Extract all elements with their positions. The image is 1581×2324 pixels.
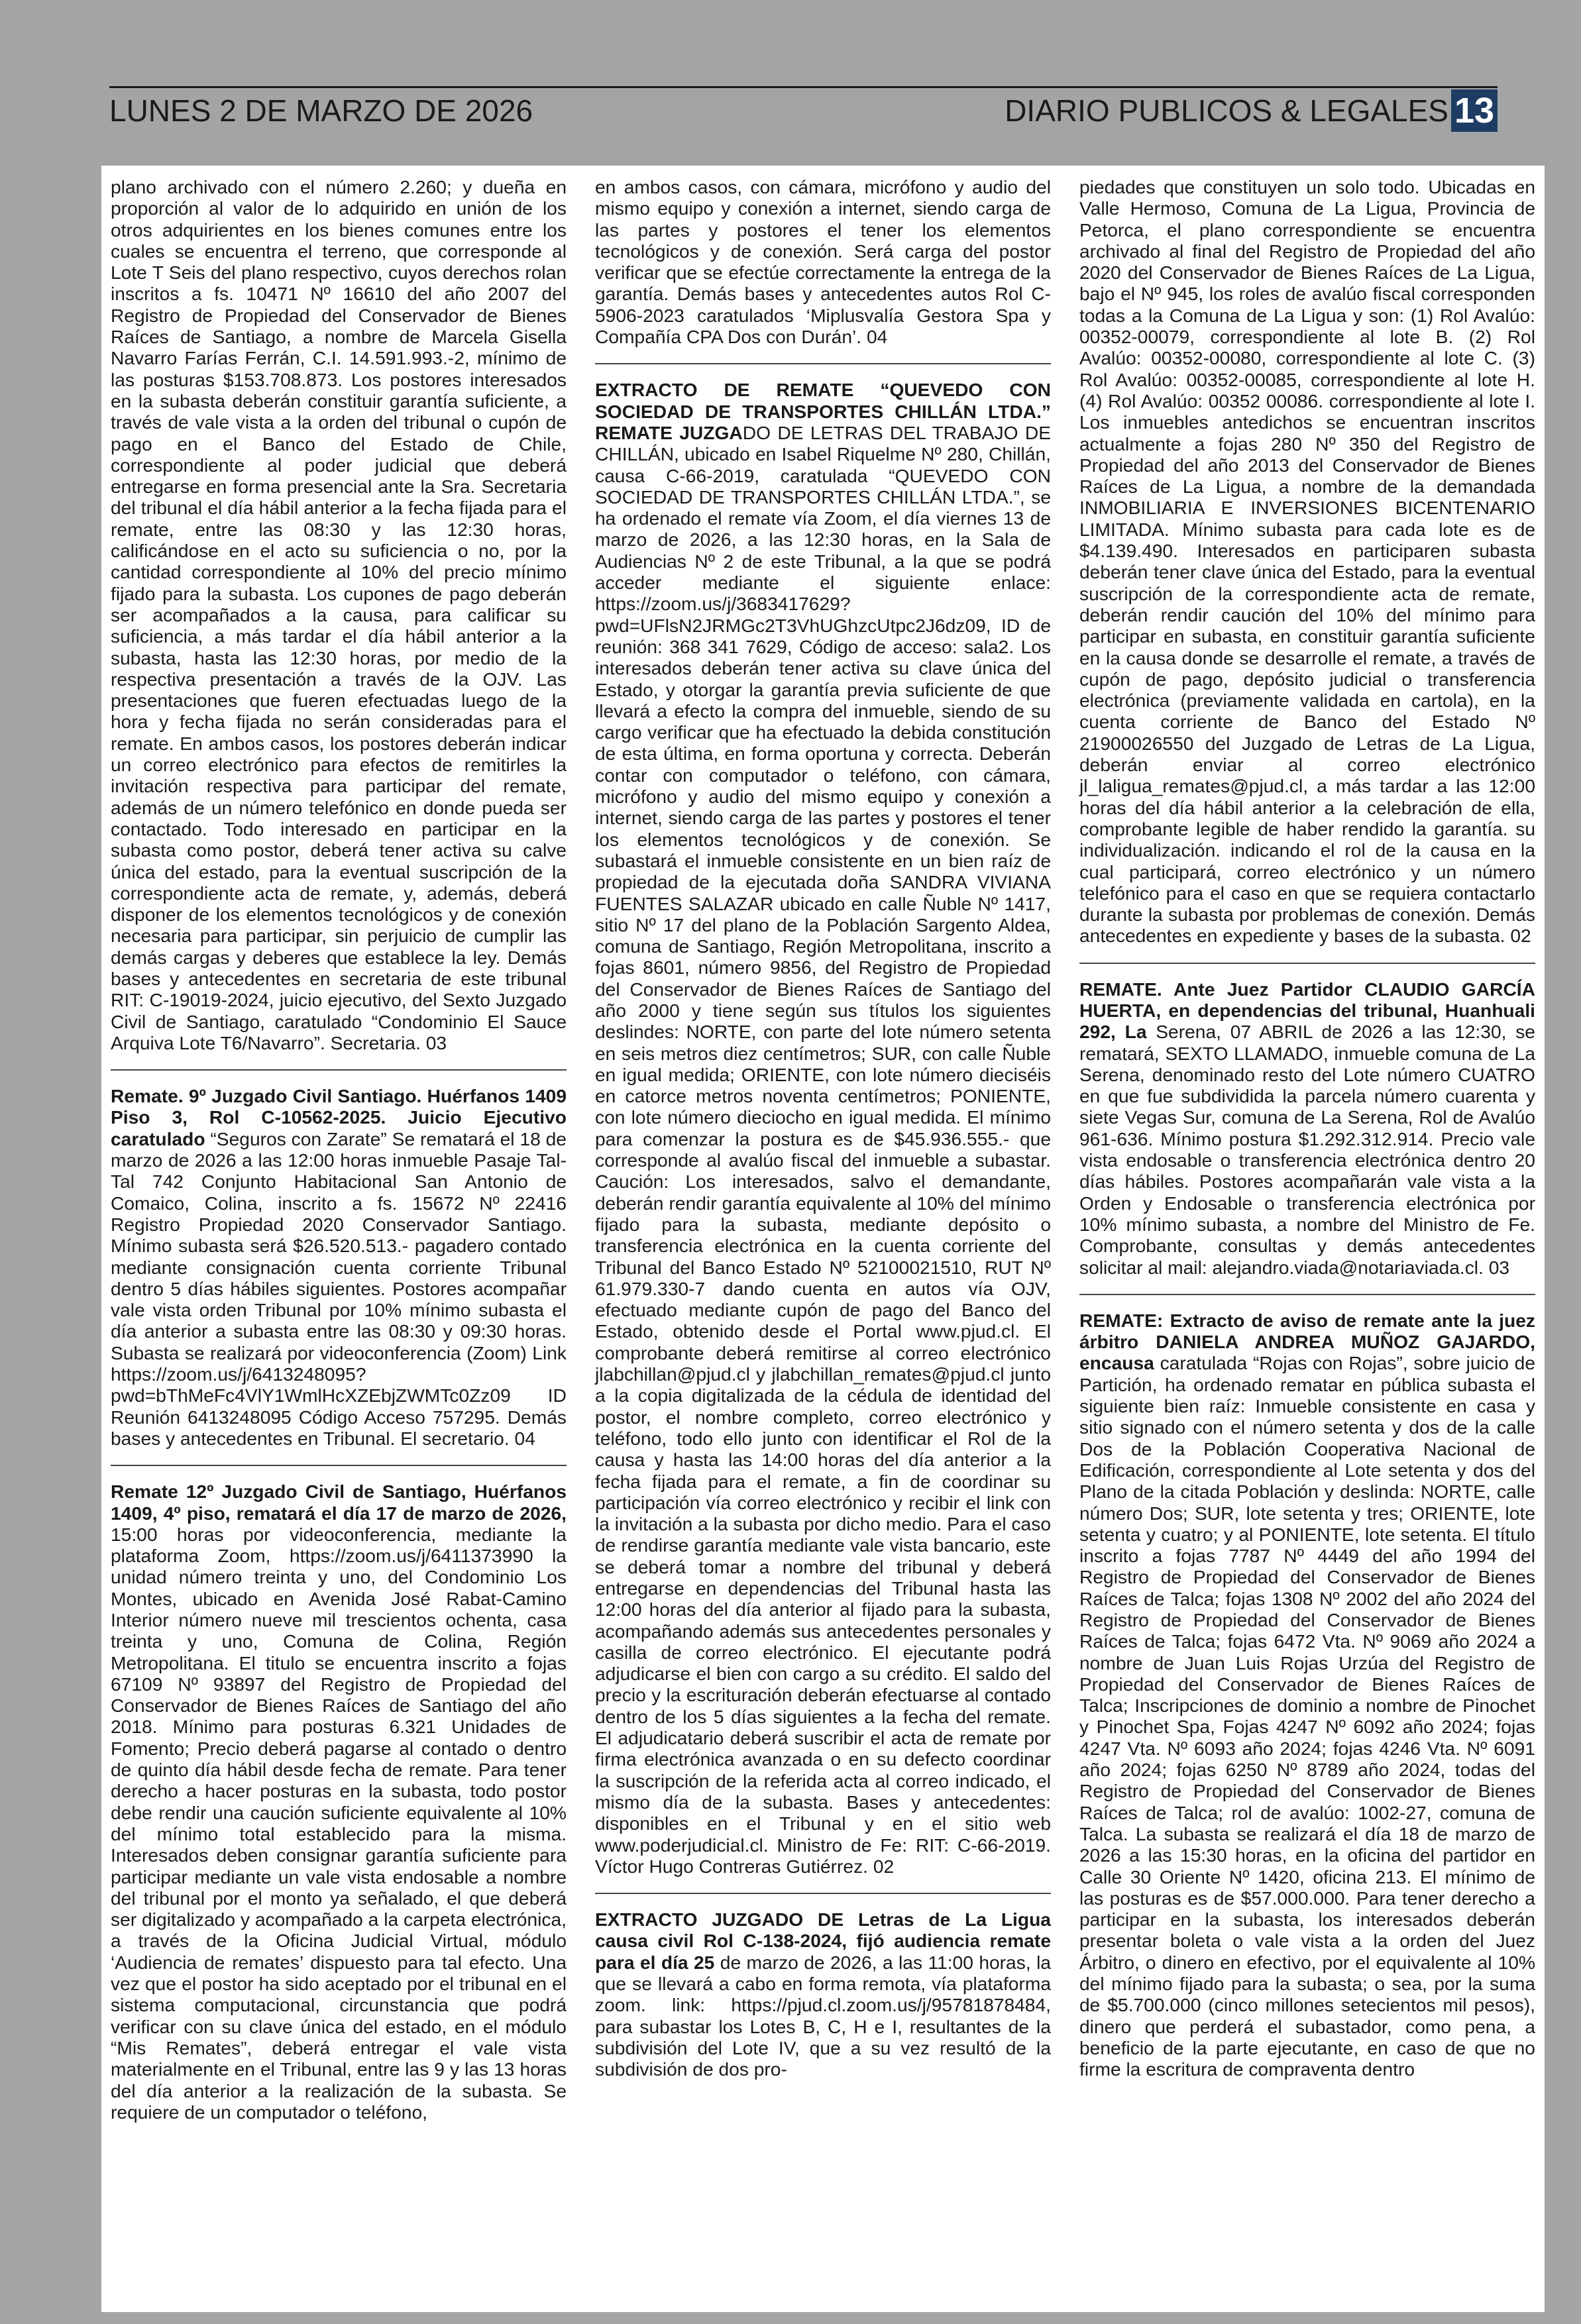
notice-text: DO DE LETRAS DEL TRABAJO DE CHILLÁN, ubicado en Isabel Riquelme Nº 280, Chillán, causa C-66-2019, caratulada “QUEVEDO CON SOCIEDAD DE TRANSPORTES CHILLÁN LTDA.”, se ha ordenado el remate vía Zoom, el día viernes 13 de marzo de 2026, a las 12:30 horas, en la Sala de Audiencias Nº 2 de este Tribunal, a la que se podrá acceder mediante el siguiente enlace: https://zoom.us/j/3683417629?pwd=UFlsN2JRMGc2T3VhUGhzcUtpc2J6dz09, ID de reunión: 368 341 7629, Código de acceso: sala2. Los interesados deberán tener activa su clave única del Estado, y otorgar la garantía previa suficiente de que llevará a efecto la compra del inmueble, siendo de su cargo verificar que ha efectuado la debida constitución de esta última, en forma oportuna y correcta. Deberán contar con computador o teléfono, con cámara, micrófono y audio del mismo equipo y conexión a internet, siendo carga de las partes y postores el tener los elementos tecnológicos y de conexión. Se subastará el inmueble consistente en un bien raíz de propiedad de la ejecutada doña SANDRA VIVIANA FUENTES SALAZAR ubicado en calle Ñuble Nº 1417, sitio Nº 17 del plano de la Población Sargento Aldea, comuna de Santiago, Región Metropolitana, inscrito a fojas 8601, número 9856, del Registro de Propiedad del Conservador de Bienes Raíces de Santiago del año 2000 y tiene según sus títulos los siguientes deslindes: NORTE, con parte del lote número setenta en seis metros diez centímetros; SUR, con calle Ñuble en igual medida; ORIENTE, con lote número dieciséis en catorce metros noventa centímetros; PONIENTE, con lote número dieciocho en igual medida. El mínimo para comenzar la postura es de $45.936.555.- que corresponde al avalúo fiscal del inmueble a subastar. Caución: Los interesados, salvo el demandante, deberán rendir garantía equivalente al 10% del mínimo fijado para la subasta, mediante depósito o transferencia electrónica en la cuenta corriente del Tribunal del Banco Estado Nº 52100021510, RUT Nº 61.979.330-7 dando cuenta en autos vía OJV, efectuado mediante cupón de pago del Banco del Estado, obtenido desde el Portal www.pjud.cl. El comprobante deberá remitirse al correo electrónico jlabchillan@pjud.cl y jlabchillan_remates@pjud.cl junto a la copia digitalizada de la cédula de identidad del postor, el nombre completo, correo electrónico y teléfono, todo ello junto con identificar el Rol de la causa y hasta las 14:00 horas del día anterior a la fecha fijada para el remate, a fin de coordinar su participación vía correo electrónico y recibir el link con la invitación a la subasta por dicho medio. Para el caso de rendirse garantía mediante vale vista bancario, este se deberá tomar a nombre del tribunal y deberá entregarse en dependencias del Tribunal hasta las 12:00 horas del día anterior al fijado para la subasta, acompañando además sus antecedentes personales y casilla de correo electrónico. El ejecutante podrá adjudicarse el bien con cargo a su crédito. El saldo del precio y la escrituración deberán efectuarse al contado dentro de los 5 días siguientes a la fecha del remate. El adjudicatario deberá suscribir el acta de remate por firma electrónica avanzada o en su defecto coordinar la suscripción de la referida acta al correo indicado, el mismo día de la subasta. Bases y antecedentes: disponibles en el Tribunal y en el sitio web www.poderjudicial.cl. Ministro de Fe: RIT: C-66-2019. Víctor Hugo Contreras Gutiérrez. 02: [595, 421, 1051, 1877]
notice-heading: REMATE: Extracto de aviso de remate ante la juez árbitro DANIELA ANDREA MUÑOZ GAJARDO, encausa: [1079, 1309, 1535, 1374]
notice-heading: Remate. 9º Juzgado Civil Santiago. Huérfanos 1409 Piso 3, Rol C-10562-2025. Juicio Ejecutivo caratulado: [111, 1085, 567, 1149]
notice-text: plano archivado con el número 2.260; y dueña en proporción al valor de lo adquirido en unión de los otros adquirientes en los bienes comunes entre los cuales se encuentra el terreno, que corresponde al Lote T Seis del plano respectivo, cuyos derechos rolan inscritos a fs. 10471 Nº 16610 del año 2007 del Registro de Propiedad del Conservador de Bienes Raíces de Santiago, a nombre de Marcela Gisella Navarro Farías Ferrán, C.I. 14.591.993.-2, mínimo de las posturas $153.708.873. Los postores interesados en la subasta deberán constituir garantía suficiente, a través de vale vista a la orden del tribunal o cupón de pago en el Banco del Estado de Chile, correspondiente al poder judicial que deberá entregarse en forma presencial ante la Sra. Secretaria del tribunal el día hábil anterior a la fecha fijada para el remate, entre las 08:30 y las 12:30 horas, calificándose en el acto su suficiencia o no, por la cantidad correspondiente al 10% del precio mínimo fijado para la subasta. Los cupones de pago deberán ser acompañados a la causa, para calificar su suficiencia, a más tardar el día hábil anterior a la subasta, hasta las 12:30 horas, por medio de la respectiva presentación a través de la OJV. Las presentaciones que fueren efectuadas luego de la hora y fecha fijada no serán consideradas para el remate. En ambos casos, los postores deberán indicar un correo electrónico para efectos de remitirles la invitación respectiva para participar del remate, además de un número telefónico en donde pueda ser contactado. Todo interesado en participar en la subasta como postor, deberá tener activa su calve única del estado, para la eventual suscripción de la correspondiente acta de remate, y, además, deberá disponer de los elementos tecnológicos y de conexión necesaria para participar, sin perjuicio de cumplir las demás cargas y deberes que establece la ley. Demás bases y antecedentes en secretaria de este tribunal RIT: C-19019-2024, juicio ejecutivo, del Sexto Juzgado Civil de Santiago, caratulado “Condominio El Sauce Arquiva Lote T6/Navarro”. Secretaria. 03: [111, 176, 567, 1053]
notice-heading: REMATE. Ante Juez Partidor CLAUDIO GARCÍA HUERTA, en dependencias del tribunal, Huanhuali 292, La: [1079, 978, 1535, 1043]
column-3: [1079, 176, 1535, 2080]
notice-text: 15:00 horas por videoconferencia, mediante la plataforma Zoom, https://zoom.us/j/6411373990 la unidad número treinta y uno, del Condominio Los Montes, ubicado en Avenida José Rabat-Camino Interior número nueve mil trescientos ochenta, casa treinta y uno, Comuna de Colina, Región Metropolitana. El titulo se encuentra inscrito a fojas 67109 Nº 93897 del Registro de Propiedad del Conservador de Bienes Raíces de Santiago del año 2018. Mínimo para posturas 6.321 Unidades de Fomento; Precio deberá pagarse al contado o dentro de quinto día hábil desde fecha de remate. Para tener derecho a hacer posturas en la subasta, todo postor debe rendir una caución suficiente equivalente al 10% del mínimo total establecido para la misma. Interesados deben consignar garantía suficiente para participar mediante un vale vista endosable a nombre del tribunal por el monto ya señalado, el que deberá ser digitalizado y acompañado a la carpeta electrónica, a través de la Oficina Judicial Virtual, módulo ‘Audiencia de remates’ dispuesto para tal efecto. Una vez que el postor ha sido aceptado por el tribunal en el sistema computacional, circunstancia que podrá verificar con su clave única del estado, en el módulo “Mis Remates”, deberá entregar el vale vista materialmente en el Tribunal, entre las 9 y las 13 horas del día anterior a la realización de la subasta. Se requiere de un computador o teléfono,: [111, 1523, 567, 2123]
notice-heading: EXTRACTO DE REMATE “QUEVEDO CON SOCIEDAD DE TRANSPORTES CHILLÁN LTDA.” REMATE JUZGA: [595, 379, 1051, 443]
page-header: [109, 86, 1498, 133]
notice: [595, 379, 1051, 1877]
notice-divider: [1079, 963, 1535, 964]
column-2: [595, 176, 1051, 2080]
notice-text: “Seguros con Zarate” Se rematará el 18 de marzo de 2026 a las 12:00 horas inmueble Pasaje Tal-Tal 742 Conjunto Habitacional San Antonio de Comaico, Colina, inscrito a fs. 15672 Nº 22416 Registro Propiedad 2020 Conservador Santiago. Mínimo subasta será $26.520.513.- pagadero contado mediante consignación cuenta corriente Tribunal dentro 5 días hábiles siguientes. Postores acompañar vale vista orden Tribunal por 10% mínimo subasta el día anterior a subasta entre las 08:30 y 09:30 horas. Subasta se realizará por videoconferencia (Zoom) Link https://zoom.us/j/6413248095?pwd=bThMeFc4VlY1WmlHcXZEbjZWMTc0Zz09 ID Reunión 6413248095 Código Acceso 757295. Demás bases y antecedentes en Tribunal. El secretario. 04: [111, 1128, 567, 1449]
notice: [1079, 978, 1535, 1278]
notice: [595, 1909, 1051, 2080]
notice-divider: [595, 1893, 1051, 1894]
page-body: [101, 166, 1545, 2312]
publication-name: DIARIO PUBLICOS & LEGALES: [1005, 93, 1448, 128]
page-number-badge: 13: [1451, 89, 1498, 132]
notice-text: caratulada “Rojas con Rojas”, sobre juicio de Partición, ha ordenado rematar en pública subasta el siguiente bien raíz: Inmueble consistente en casa y sitio signado con el número setenta y dos de la calle Dos de la Población Cooperativa Nacional de Edificación, correspondiente al Lote setenta y dos del Plano de la citada Población y deslinda: NORTE, calle número Dos; SUR, lote setenta y tres; ORIENTE, lote setenta y cuatro; y al PONIENTE, lote setenta. El título inscrito a fojas 7787 Nº 4449 del año 1994 del Registro de Propiedad del Conservador de Bienes Raíces de Talca; fojas 1308 Nº 2002 del año 2024 del Registro de Propiedad del Conservador de Bienes Raíces de Talca; fojas 6472 Vta. Nº 9069 año 2024 a nombre de Juan Luis Rojas Urzúa del Registro de Propiedad del Conservador de Bienes Raíces de Talca; Inscripciones de dominio a nombre de Pinochet y Pinochet Spa, Fojas 4247 Nº 6092 año 2024; fojas 4247 Vta. Nº 6093 año 2024; fojas 4246 Vta. Nº 6091 año 2024; fojas 6250 Nº 8789 año 2024, todas del Registro de Propiedad del Conservador de Bienes Raíces de Talca; rol de avalúo: 1002-27, comuna de Talca. La subasta se realizará el día 18 de marzo de 2026 a las 15:30 horas, en la oficina del partidor en Calle 30 Oriente Nº 1420, oficina 213. El mínimo de las posturas es de $57.000.000. Para tener derecho a participar en la subasta, los interesados deberán presentar boleta o vale vista a la orden del Juez Árbitro, o dinero en efectivo, por el equivalente al 10% del mínimo fijado para la subasta; o sea, por la suma de $5.700.000 (cinco millones setecientos mil pesos), dinero que perderá el subastador, como pena, a beneficio de la parte ejecutante, en caso de que no firme la escritura de compraventa dentro: [1079, 1352, 1535, 2080]
issue-date: LUNES 2 DE MARZO DE 2026: [109, 93, 533, 128]
notice-text: piedades que constituyen un solo todo. Ubicadas en Valle Hermoso, Comuna de La Ligua, Provincia de Petorca, el plano correspondiente se encuentra archivado al final del Registro de Propiedad del año 2020 del Conservador de Bienes Raíces de La Ligua, bajo el Nº 945, los roles de avalúo fiscal corresponden todas a la Comuna de La Ligua y son: (1) Rol Avalúo: 00352-00079, correspondiente al lote B. (2) Rol Avalúo: 00352-00080, correspondiente al lote C. (3) Rol Avalúo: 00352-00085, correspondiente al lote H. (4) Rol Avalúo: 00352 00086. correspondiente al lote I. Los inmuebles antedichos se encuentran inscritos actualmente a fojas 280 Nº 350 del Registro de Propiedad del año 2013 del Conservador de Bienes Raíces de La Ligua, a nombre de la demandada INMOBILIARIA E INVERSIONES BICENTENARIO LIMITADA. Mínimo subasta para cada lote es de $4.139.490. Interesados en participaren subasta deberán tener clave única del Estado, para la eventual suscripción de la correspondiente acta de remate, deberán rendir caución del 10% del mínimo para participar en subasta, en constituir garantía suficiente en la causa donde se desarrolle el remate, a través de cupón de pago, depósito judicial o transferencia electrónica (previamente validada en cartola), en la cuenta corriente de Banco del Estado Nº 21900026550 del Juzgado de Letras de La Ligua, deberán enviar al correo electrónico jl_laligua_remates@pjud.cl, a más tardar a las 12:00 horas del día hábil anterior a la celebración de ella, comprobante legible de haber rendido la garantía. su individualización. indicando el rol de la causa en la cual participará, correo electrónico y un número telefónico para el caso en que se requiera contactarlo durante la subasta por problemas de conexión. Demás antecedentes en expediente y bases de la subasta. 02: [1079, 176, 1535, 947]
notice-text: de marzo de 2026, a las 11:00 horas, la que se llevará a cabo en forma remota, vía plataforma zoom. link: https://pjud.cl.zoom.us/j/95781878484, para subastar los Lotes B, C, H e I, resultantes de la subdivisión del Lote IV, que a su vez resultó de la subdivisión de dos pro-: [595, 1951, 1052, 2080]
column-1: [111, 176, 567, 2123]
notice-heading: EXTRACTO JUZGADO DE Letras de La Ligua causa civil Rol C-138-2024, fijó audiencia remate para el día 25: [595, 1909, 1051, 1973]
notice: [1079, 1310, 1535, 2080]
notice-divider: [595, 363, 1051, 364]
notice: [111, 1481, 567, 2123]
notice-divider: [111, 1069, 567, 1071]
notice-text: Serena, 07 ABRIL de 2026 a las 12:30, se rematará, SEXTO LLAMADO, inmueble comuna de La Serena, denominado resto del Lote número CUATRO en que fue subdividida la parcela número cuarenta y siete Vegas Sur, comuna de La Serena, Rol de Avalúo 961-636. Mínimo postura $1.292.312.914. Precio vale vista endosable o transferencia electrónica dentro 20 días hábiles. Postores acompañarán vale vista a la Orden y Endosable o transferencia electrónica por 10% mínimo subasta, a nombre del Ministro de Fe. Comprobante, consultas y demás antecedentes solicitar al mail: alejandro.viada@notariaviada.cl. 03: [1079, 1021, 1535, 1278]
notice: [111, 1085, 567, 1449]
notice-heading: Remate 12º Juzgado Civil de Santiago, Huérfanos 1409, 4º piso, rematará el día 17 de marzo de 2026,: [111, 1481, 567, 1524]
notice-divider: [1079, 1294, 1535, 1295]
notice-text: en ambos casos, con cámara, micrófono y audio del mismo equipo y conexión a internet, siendo carga de las partes y postores el tener los elementos tecnológicos y de conexión. Será carga del postor verificar que se efectúe correctamente la entrega de la garantía. Demás bases y antecedentes autos Rol C-5906-2023 caratulados ‘Miplusvalía Gestora Spa y Compañía CPA Dos con Durán’. 04: [595, 176, 1051, 348]
notice-divider: [111, 1465, 567, 1466]
